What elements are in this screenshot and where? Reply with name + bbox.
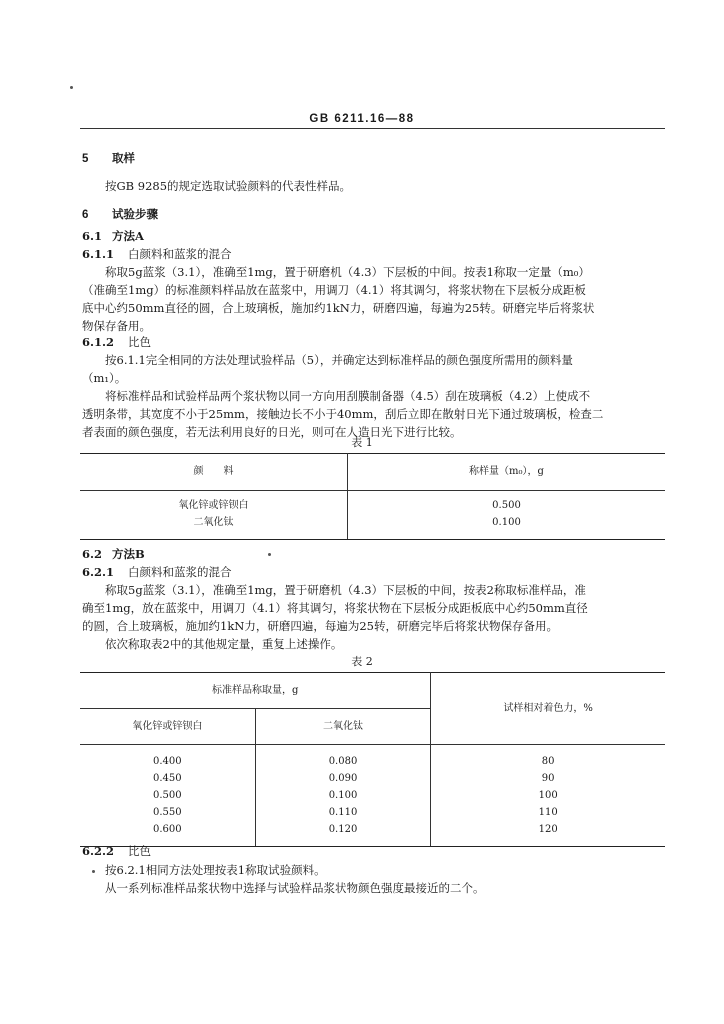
paragraph-line: 称取5g蓝浆（3.1），准确至1mg，置于研磨机（4.3）下层板的中间。按表1称取一定量（m₀） bbox=[105, 265, 590, 279]
table-cell: 0.600 bbox=[80, 821, 255, 847]
table-cell: 0.100 bbox=[255, 787, 431, 804]
paragraph-line: （m₁）。 bbox=[82, 371, 127, 385]
table-cell: 110 bbox=[538, 806, 558, 818]
section-title: 比色 bbox=[128, 844, 152, 858]
table-2-caption: 表 2 bbox=[351, 655, 373, 668]
section-number: 6.2.1 bbox=[82, 565, 115, 579]
paragraph-line: 称取5g蓝浆（3.1），准确至1mg，置于研磨机（4.3）下层板的中间，按表2称取标准样品，准 bbox=[105, 583, 586, 597]
table-header: 二氧化钛 bbox=[255, 709, 431, 745]
table-1-caption: 表 1 bbox=[351, 436, 373, 449]
section-title: 比色 bbox=[128, 335, 152, 349]
table-cell: 0.550 bbox=[80, 804, 255, 821]
section-6-1-2-heading bbox=[82, 334, 151, 352]
section-5-heading bbox=[82, 150, 135, 169]
paragraph-line: 确至1mg，放在蓝浆中，用调刀（4.1）将其调匀，将浆状物在下层板分成距板底中心约50mm直径 bbox=[82, 601, 588, 615]
table-row bbox=[80, 821, 665, 847]
section-title: 方法B bbox=[112, 547, 145, 561]
section-title: 试验步骤 bbox=[112, 207, 158, 221]
section-5-text: 按GB 9285的规定选取试验颜料的代表性样品。 bbox=[105, 179, 352, 193]
table-cell: 0.090 bbox=[255, 770, 431, 787]
section-title: 白颜料和蓝浆的混合 bbox=[128, 565, 232, 579]
table-cell: 0.500 bbox=[80, 787, 255, 804]
section-title: 方法A bbox=[112, 229, 144, 243]
table-cell: 0.450 bbox=[80, 770, 255, 787]
section-number: 6.1.2 bbox=[82, 335, 115, 349]
paragraph-line: 底中心约50mm直径的圆，合上玻璃板，施加约1kN力，研磨四遍，每遍为25转。研磨完毕后将浆状 bbox=[82, 301, 595, 315]
paragraph-line: （准确至1mg）的标准颜料样品放在蓝浆中，用调刀（4.1）将其调匀，将浆状物在下层板分成距板 bbox=[82, 283, 586, 297]
paragraph-line: 按6.2.1相同方法处理按表1称取试验颜料。 bbox=[105, 863, 326, 877]
paragraph-line: 透明条带，其宽度不小于25mm，接触边长不小于40mm，刮后立即在散射日光下通过玻璃板，检查二 bbox=[82, 407, 604, 421]
section-title: 白颜料和蓝浆的混合 bbox=[128, 247, 232, 261]
header-rule bbox=[80, 128, 665, 129]
standard-code: GB 6211.16—88 bbox=[309, 113, 415, 125]
section-6-2-1-heading bbox=[82, 564, 232, 582]
table-row bbox=[80, 804, 665, 821]
section-6-heading bbox=[82, 206, 158, 225]
section-6-1-heading bbox=[82, 228, 144, 246]
table-row bbox=[80, 745, 665, 771]
section-number: 6 bbox=[82, 209, 89, 221]
paragraph-line: 的圆，合上玻璃板，施加约1kN力，研磨四遍，每遍为25转，研磨完毕后将浆状物保存备用。 bbox=[82, 619, 558, 633]
table-cell: 0.500 bbox=[492, 499, 521, 511]
table-row bbox=[80, 514, 665, 540]
table-cell: 0.110 bbox=[255, 804, 431, 821]
section-number: 6.2.2 bbox=[82, 844, 115, 858]
section-6-2-2-heading bbox=[82, 843, 151, 861]
scan-speck bbox=[70, 86, 73, 89]
table-1 bbox=[80, 453, 665, 540]
table-row bbox=[80, 770, 665, 787]
section-title: 取样 bbox=[112, 151, 135, 165]
section-number: 6.1 bbox=[82, 229, 103, 243]
table-header: 称样量（m₀），g bbox=[348, 454, 666, 491]
table-cell: 氧化锌或锌钡白 bbox=[80, 491, 348, 515]
table-cell: 90 bbox=[541, 772, 555, 784]
table-cell: 100 bbox=[538, 789, 558, 801]
paragraph-line: 按6.1.1完全相同的方法处理试验样品（5），并确定达到标准样品的颜色强度所需用的颜料量 bbox=[105, 353, 573, 367]
table-row bbox=[80, 787, 665, 804]
paragraph-line: 将标准样品和试验样品两个浆状物以同一方向用刮膜制备器（4.5）刮在玻璃板（4.2）上使成不 bbox=[105, 389, 591, 403]
table-cell: 0.100 bbox=[348, 514, 666, 540]
scan-speck bbox=[268, 553, 271, 556]
table-cell: 0.120 bbox=[255, 821, 431, 847]
paragraph-line: 依次称取表2中的其他规定量，重复上述操作。 bbox=[105, 637, 343, 651]
table-cell: 0.080 bbox=[255, 745, 431, 771]
section-number: 5 bbox=[82, 153, 89, 165]
section-6-1-1-heading bbox=[82, 246, 232, 264]
table-header: 颜 料 bbox=[80, 454, 348, 491]
section-6-2-heading bbox=[82, 546, 145, 564]
table-cell: 0.400 bbox=[80, 745, 255, 771]
paragraph-line: 者表面的颜色强度，若无法利用良好的日光，则可在人造日光下进行比较。 bbox=[82, 425, 462, 439]
table-group-header: 标准样品称取量，g bbox=[80, 673, 431, 709]
section-number: 6.1.1 bbox=[82, 247, 115, 261]
section-number: 6.2 bbox=[82, 547, 103, 561]
table-cell: 二氧化钛 bbox=[80, 514, 348, 540]
table-cell: 80 bbox=[541, 755, 555, 767]
table-header: 氧化锌或锌钡白 bbox=[80, 709, 255, 745]
table-header: 试样相对着色力，% bbox=[431, 673, 665, 745]
table-cell: 120 bbox=[431, 821, 665, 847]
table-2 bbox=[80, 672, 665, 847]
table-row bbox=[80, 491, 665, 515]
paragraph-line: 物保存备用。 bbox=[82, 319, 151, 333]
paragraph-line: 从一系列标准样品浆状物中选择与试验样品浆状物颜色强度最接近的二个。 bbox=[105, 881, 485, 895]
scan-speck bbox=[92, 870, 95, 873]
